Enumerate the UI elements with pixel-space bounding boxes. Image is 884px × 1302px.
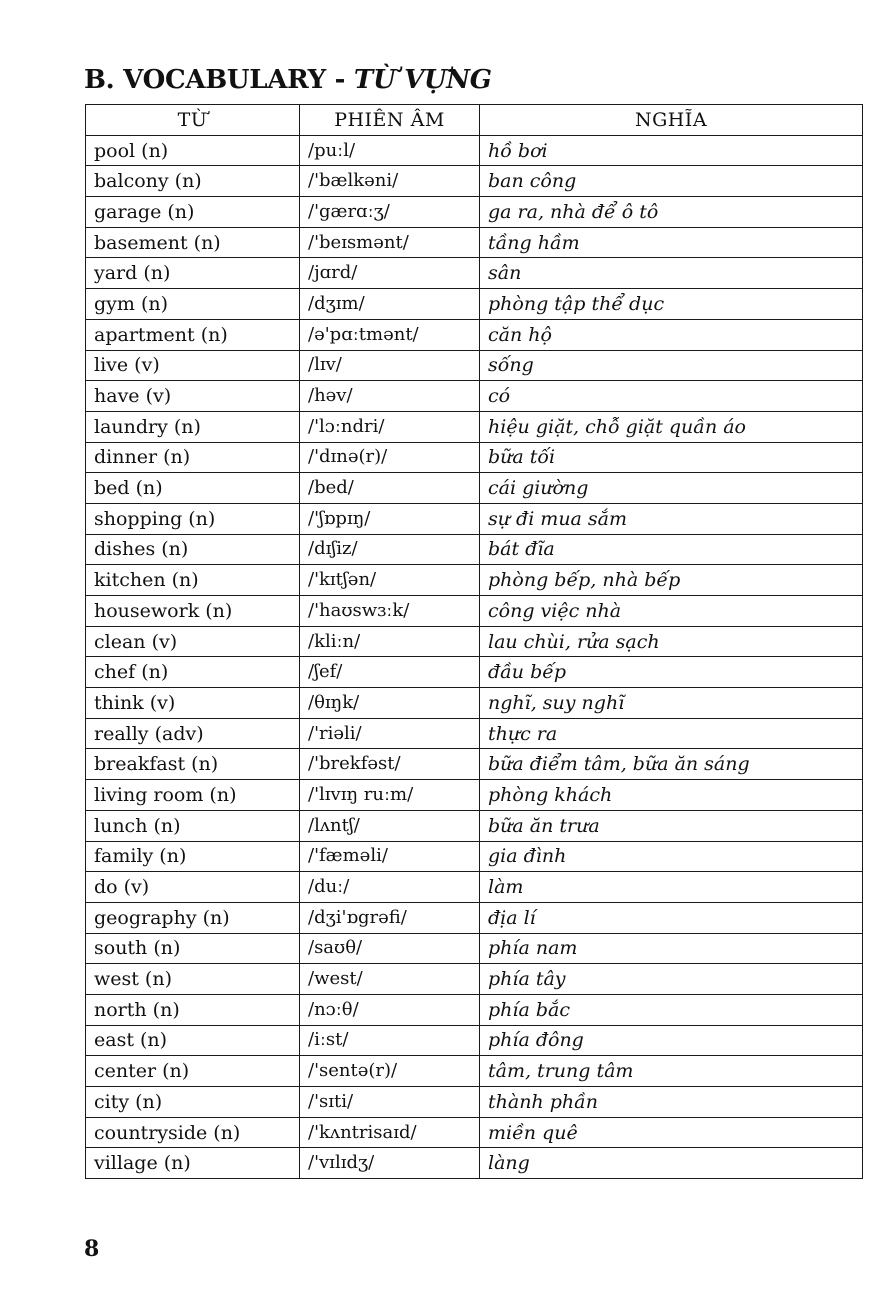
table-row [86, 872, 863, 903]
pronunciation-cell: /həv/ [300, 381, 480, 412]
table-row [86, 933, 863, 964]
table-row [86, 626, 863, 657]
meaning-cell: địa lí [480, 902, 863, 933]
meaning-cell: nghĩ, suy nghĩ [480, 688, 863, 719]
table-row [86, 565, 863, 596]
meaning-cell: miền quê [480, 1117, 863, 1148]
word-cell: kitchen (n) [86, 565, 300, 596]
word-cell: city (n) [86, 1087, 300, 1118]
table-row [86, 1117, 863, 1148]
table-row [86, 1148, 863, 1179]
meaning-cell: thực ra [480, 718, 863, 749]
word-cell: do (v) [86, 872, 300, 903]
meaning-cell: phía đông [480, 1025, 863, 1056]
pronunciation-cell: /bed/ [300, 473, 480, 504]
table-row [86, 319, 863, 350]
table-row [86, 166, 863, 197]
meaning-cell: sống [480, 350, 863, 381]
meaning-cell: làng [480, 1148, 863, 1179]
pronunciation-cell: /'beɪsmənt/ [300, 227, 480, 258]
meaning-cell: phía nam [480, 933, 863, 964]
word-cell: gym (n) [86, 289, 300, 320]
section-heading [84, 60, 492, 100]
meaning-cell: hồ bơi [480, 135, 863, 166]
word-cell: live (v) [86, 350, 300, 381]
table-row [86, 350, 863, 381]
pronunciation-cell: /'lɔːndri/ [300, 411, 480, 442]
word-cell: center (n) [86, 1056, 300, 1087]
pronunciation-cell: /'vɪlɪdʒ/ [300, 1148, 480, 1179]
table-row [86, 902, 863, 933]
word-cell: housework (n) [86, 596, 300, 627]
table-row [86, 657, 863, 688]
pronunciation-cell: /'brekfəst/ [300, 749, 480, 780]
word-cell: bed (n) [86, 473, 300, 504]
column-header-pronunciation: PHIÊN ÂM [300, 105, 480, 136]
pronunciation-cell: /saʊθ/ [300, 933, 480, 964]
word-cell: pool (n) [86, 135, 300, 166]
table-row [86, 227, 863, 258]
pronunciation-cell: /lɪv/ [300, 350, 480, 381]
pronunciation-cell: /'dɪnə(r)/ [300, 442, 480, 473]
table-row [86, 596, 863, 627]
pronunciation-cell: /duː/ [300, 872, 480, 903]
table-row [86, 442, 863, 473]
section-heading-vi: TỪ VỰNG [353, 65, 492, 95]
word-cell: basement (n) [86, 227, 300, 258]
meaning-cell: phòng bếp, nhà bếp [480, 565, 863, 596]
meaning-cell: bữa tối [480, 442, 863, 473]
meaning-cell: cái giường [480, 473, 863, 504]
vocabulary-table [85, 104, 863, 1179]
word-cell: lunch (n) [86, 810, 300, 841]
meaning-cell: làm [480, 872, 863, 903]
word-cell: have (v) [86, 381, 300, 412]
vocabulary-table-header [86, 105, 863, 136]
pronunciation-cell: /'fæməli/ [300, 841, 480, 872]
meaning-cell: căn hộ [480, 319, 863, 350]
section-heading-separator: - [325, 65, 354, 95]
word-cell: chef (n) [86, 657, 300, 688]
meaning-cell: bữa điểm tâm, bữa ăn sáng [480, 749, 863, 780]
word-cell: west (n) [86, 964, 300, 995]
word-cell: village (n) [86, 1148, 300, 1179]
vocabulary-table-body [86, 135, 863, 1178]
table-row [86, 964, 863, 995]
meaning-cell: gia đình [480, 841, 863, 872]
meaning-cell: bữa ăn trưa [480, 810, 863, 841]
pronunciation-cell: /θɪŋk/ [300, 688, 480, 719]
pronunciation-cell: /'riəli/ [300, 718, 480, 749]
table-row [86, 473, 863, 504]
table-row [86, 1025, 863, 1056]
pronunciation-cell: /'haʊswɜːk/ [300, 596, 480, 627]
word-cell: countryside (n) [86, 1117, 300, 1148]
pronunciation-cell: /kliːn/ [300, 626, 480, 657]
table-row [86, 289, 863, 320]
pronunciation-cell: /puːl/ [300, 135, 480, 166]
meaning-cell: đầu bếp [480, 657, 863, 688]
table-row [86, 411, 863, 442]
word-cell: clean (v) [86, 626, 300, 657]
word-cell: living room (n) [86, 780, 300, 811]
word-cell: dishes (n) [86, 534, 300, 565]
word-cell: geography (n) [86, 902, 300, 933]
table-row [86, 197, 863, 228]
word-cell: think (v) [86, 688, 300, 719]
meaning-cell: phòng khách [480, 780, 863, 811]
meaning-cell: công việc nhà [480, 596, 863, 627]
pronunciation-cell: /'kɪtʃən/ [300, 565, 480, 596]
pronunciation-cell: /west/ [300, 964, 480, 995]
table-row [86, 135, 863, 166]
meaning-cell: phía tây [480, 964, 863, 995]
pronunciation-cell: /jɑrd/ [300, 258, 480, 289]
table-row [86, 810, 863, 841]
pronunciation-cell: /dʒi'ɒgrəfi/ [300, 902, 480, 933]
word-cell: family (n) [86, 841, 300, 872]
pronunciation-cell: /'gærɑːʒ/ [300, 197, 480, 228]
meaning-cell: phía bắc [480, 994, 863, 1025]
pronunciation-cell: /dʒɪm/ [300, 289, 480, 320]
meaning-cell: thành phần [480, 1087, 863, 1118]
table-row [86, 780, 863, 811]
meaning-cell: sự đi mua sắm [480, 503, 863, 534]
pronunciation-cell: /iːst/ [300, 1025, 480, 1056]
section-heading-en: B. VOCABULARY [84, 65, 326, 95]
pronunciation-cell: /'kʌntrisaɪd/ [300, 1117, 480, 1148]
table-row [86, 1056, 863, 1087]
meaning-cell: tầng hầm [480, 227, 863, 258]
word-cell: garage (n) [86, 197, 300, 228]
table-row [86, 534, 863, 565]
pronunciation-cell: /'sɪti/ [300, 1087, 480, 1118]
meaning-cell: phòng tập thể dục [480, 289, 863, 320]
page-number: 8 [84, 1236, 100, 1262]
meaning-cell: ga ra, nhà để ô tô [480, 197, 863, 228]
word-cell: east (n) [86, 1025, 300, 1056]
pronunciation-cell: /ʃef/ [300, 657, 480, 688]
meaning-cell: lau chùi, rửa sạch [480, 626, 863, 657]
pronunciation-cell: /ə'pɑːtmənt/ [300, 319, 480, 350]
column-header-word: TỪ [86, 105, 300, 136]
word-cell: yard (n) [86, 258, 300, 289]
table-row [86, 994, 863, 1025]
word-cell: laundry (n) [86, 411, 300, 442]
word-cell: north (n) [86, 994, 300, 1025]
table-row [86, 749, 863, 780]
table-row [86, 381, 863, 412]
pronunciation-cell: /dɪʃiz/ [300, 534, 480, 565]
meaning-cell: tâm, trung tâm [480, 1056, 863, 1087]
table-row [86, 503, 863, 534]
meaning-cell: sân [480, 258, 863, 289]
word-cell: really (adv) [86, 718, 300, 749]
pronunciation-cell: /lʌntʃ/ [300, 810, 480, 841]
pronunciation-cell: /'sentə(r)/ [300, 1056, 480, 1087]
table-row [86, 1087, 863, 1118]
word-cell: shopping (n) [86, 503, 300, 534]
table-row [86, 258, 863, 289]
column-header-meaning: NGHĨA [480, 105, 863, 136]
table-row [86, 841, 863, 872]
pronunciation-cell: /'lɪvɪŋ ruːm/ [300, 780, 480, 811]
table-row [86, 688, 863, 719]
pronunciation-cell: /'bælkəni/ [300, 166, 480, 197]
word-cell: south (n) [86, 933, 300, 964]
word-cell: apartment (n) [86, 319, 300, 350]
header-row [86, 105, 863, 136]
word-cell: breakfast (n) [86, 749, 300, 780]
pronunciation-cell: /nɔːθ/ [300, 994, 480, 1025]
meaning-cell: ban công [480, 166, 863, 197]
word-cell: balcony (n) [86, 166, 300, 197]
table-row [86, 718, 863, 749]
meaning-cell: hiệu giặt, chỗ giặt quần áo [480, 411, 863, 442]
meaning-cell: có [480, 381, 863, 412]
word-cell: dinner (n) [86, 442, 300, 473]
pronunciation-cell: /'ʃɒpɪŋ/ [300, 503, 480, 534]
meaning-cell: bát đĩa [480, 534, 863, 565]
